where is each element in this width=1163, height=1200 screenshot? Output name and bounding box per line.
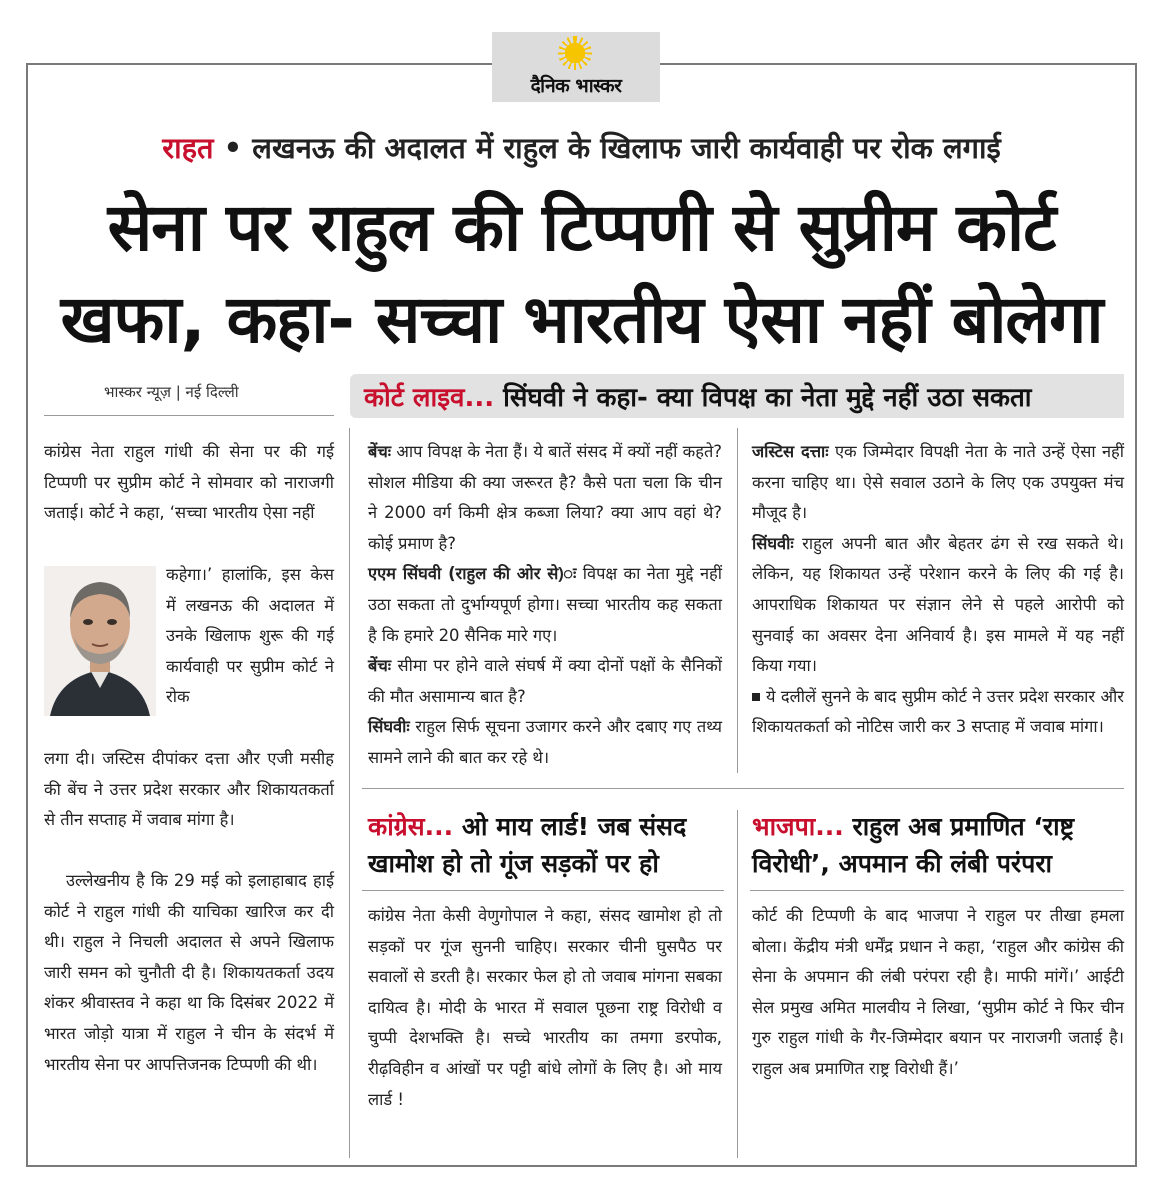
kicker-text: • लखनऊ की अदालत में राहुल के खिलाफ जारी कार्यवाही पर रोक लगाई [213,131,1001,165]
speaker-label: बेंचः [368,656,392,676]
speaker-label: सिंघवीः [368,717,410,737]
congress-label: कांग्रेस... [368,812,454,841]
headline-line-1: सेना पर राहुल की टिप्पणी से सुप्रीम कोर्ट [107,189,1056,266]
story-paragraph-1: कांग्रेस नेता राहुल गांधी की सेना पर की गई टिप्पणी पर सुप्रीम कोर्ट ने सोमवार को नाराजगी जताई। कोर्ट ने कहा, ‘सच्चा भारतीय ऐसा नहीं [44,442,334,523]
bjp-headline-1: भाजपा... राहुल अब प्रमाणित ‘राष्ट्र [752,812,1075,841]
bullet-icon [752,693,760,701]
bjp-headline-2: विरोधी’, अपमान की लंबी परंपरा [752,849,1053,878]
kicker-label: राहत [162,131,214,165]
court-transcript-col-2: जस्टिस दत्ताः एक जिम्मेदार विपक्षी नेता के नाते उन्हें ऐसा नहीं करना चाहिए था। ऐसे सवाल उठाने के लिए एक उपयुक्त मंच मौजूद है। सिंघवीः राहुल अपनी बात और बेहतर ढंग से रख सकते थे। लेकिन, यह शिकायत उन्हें परेशान करने के लिए की गई है। आपराधिक शिकायत पर संज्ञान लेने से पहले आरोपी को सुनवाई का अवसर देना अनिवार्य है। इस मामले में यह नहीं किया गया। ये दलीलें सुनने के बाद सुप्रीम कोर्ट ने उत्तर प्रदेश सरकार और शिकायतकर्ता को नोटिस जारी कर 3 सप्ताह में जवाब मांगा। [752,442,1124,737]
kicker [0,128,1163,167]
column-divider [349,428,350,1158]
rahul-gandhi-photo [44,566,156,716]
congress-body: कांग्रेस नेता केसी वेणुगोपाल ने कहा, संसद खामोश हो तो सड़कों पर गूंज सुननी चाहिए। सरकार चीनी घुसपैठ पर सवालों से डरती है। सरकार फेल हो तो जवाब मांगना सबका दायित्व है। मोदी के भारत में सवाल पूछना राष्ट्र विरोधी व चुप्पी देशभक्ति है। सच्चे भारतीय का तमगा डरपोक, रीढ़विहीन व आंखों पर पट्टी बांधे लोगों के लिए है। ओ माय लार्ड ! [368,906,722,1109]
congress-headline-1: कांग्रेस... ओ माय लार्ड! जब संसद [368,812,687,841]
section-divider [362,890,724,891]
column-divider [737,810,738,1158]
story-paragraph-1-end: लगा दी। जस्टिस दीपांकर दत्ता और एजी मसीह की बेंच ने उत्तर प्रदेश सरकार और शिकायतकर्ता से तीन सप्ताह में जवाब मांगा है। [44,749,334,830]
story-paragraph-1-wrap: कहेगा।’ हालांकि, इस केस में लखनऊ की अदालत में उनके खिलाफ शुरू की गई कार्यवाही पर सुप्रीम कोर्ट ने रोक [166,565,334,707]
court-live-text: सिंघवी ने कहा- क्या विपक्ष का नेता मुद्दे नहीं उठा सकता [494,383,1032,413]
sun-logo-icon [558,36,592,70]
section-divider [362,788,1124,789]
story-paragraph-2: उल्लेखनीय है कि 29 मई को इलाहाबाद हाई कोर्ट ने राहुल गांधी की याचिका खारिज कर दी थी। राहुल ने निचली अदालत से अपने खिलाफ जारी समन को चुनौती दी है। शिकायतकर्ता उदय शंकर श्रीवास्तव ने कहा था कि दिसंबर 2022 में भारत जोड़ो यात्रा में राहुल ने चीन के संदर्भ में भारतीय सेना पर आपत्तिजनक टिप्पणी की थी। [44,871,334,1074]
byline-rule [44,415,334,416]
brand-name: दैनिक भास्कर [530,75,622,97]
court-live-label: कोर्ट लाइव... [364,383,495,413]
byline: भास्कर न्यूज़ | नई दिल्ली [104,383,239,401]
masthead [492,30,660,102]
bjp-label: भाजपा... [752,812,844,841]
speaker-label: बेंचः [368,442,392,461]
section-divider [750,890,1124,891]
speaker-label: सिंघवीः [752,533,794,553]
court-transcript-col-1: बेंचः आप विपक्ष के नेता हैं। ये बातें संसद में क्यों नहीं कहते? सोशल मीडिया की क्या जरूरत है? कैसे पता चला कि चीन ने 2000 वर्ग किमी क्षेत्र कब्जा लिया? क्या आप वहां थे? कोई प्रमाण है? एएम सिंघवी (राहुल की ओर से)ः विपक्ष का नेता मुद्दे नहीं उठा सकता तो दुर्भाग्यपूर्ण होगा। सच्चा भारतीय कह सकता है कि हमारे 20 सैनिक मारे गए। बेंचः सीमा पर होने वाले संघर्ष में क्या दोनों पक्षों के सैनिकों की मौत असामान्य बात है? सिंघवीः राहुल सिर्फ सूचना उजागर करने और दबाए गए तथ्य सामने लाने की बात कर रहे थे। [368,442,722,767]
congress-headline-2: खामोश हो तो गूंज सड़कों पर हो [368,849,659,878]
headline-line-2: खफा, कहा- सच्चा भारतीय ऐसा नहीं बोलेगा [60,281,1103,358]
speaker-label: एएम सिंघवी (राहुल की ओर से)ः [368,564,577,584]
bjp-body: कोर्ट की टिप्पणी के बाद भाजपा ने राहुल पर तीखा हमला बोला। केंद्रीय मंत्री धर्मेंद्र प्रधान ने कहा, ‘राहुल और कांग्रेस की सेना के अपमान की लंबी परंपरा रही है। माफी मांगें।’ आईटी सेल प्रमुख अमित मालवीय ने लिखा, ‘सुप्रीम कोर्ट ने फिर चीन गुरु राहुल गांधी के गैर-जिम्मेदार बयान पर नाराजगी जताई है। राहुल अब प्रमाणित राष्ट्र विरोधी हैं।’ [752,906,1124,1078]
column-divider [737,428,738,773]
court-live-heading [364,378,1032,414]
speaker-label: जस्टिस दत्ताः [752,442,829,461]
